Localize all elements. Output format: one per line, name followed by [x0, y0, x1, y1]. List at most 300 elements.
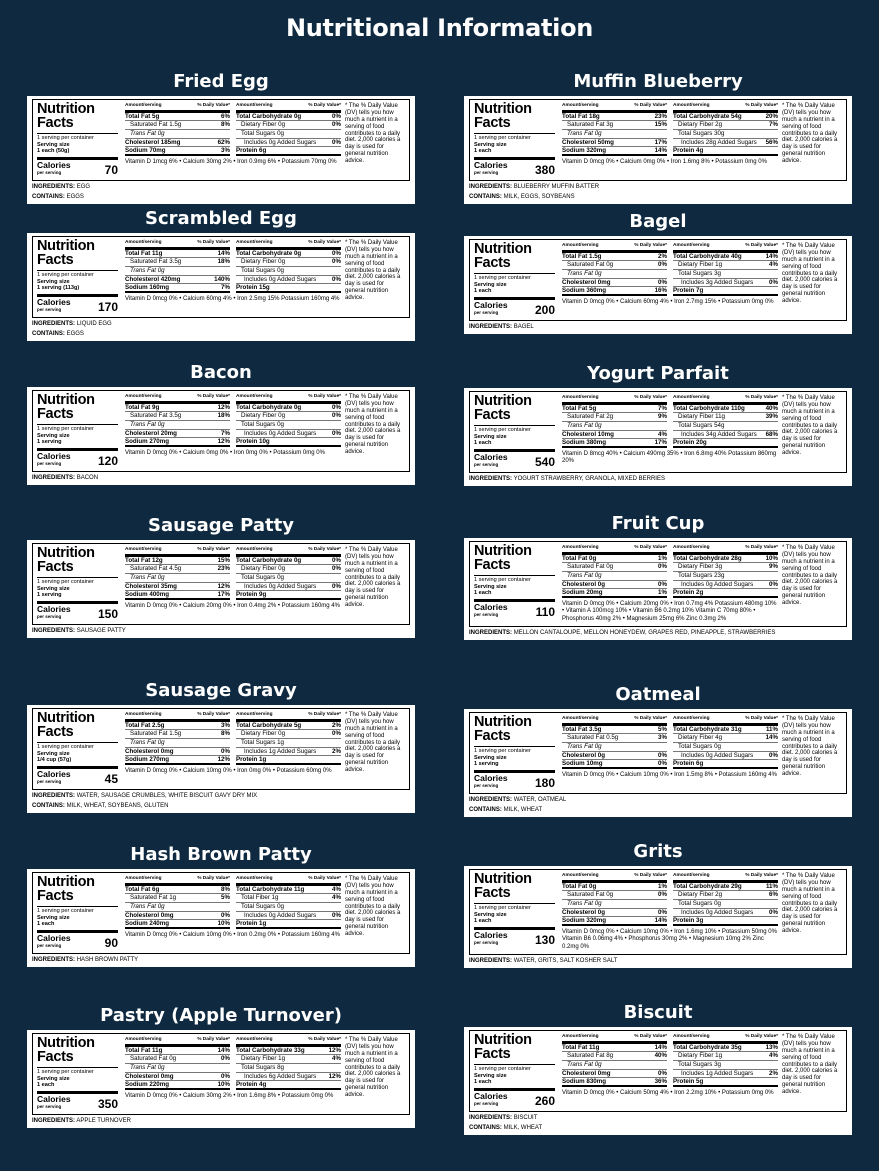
dv-header: % Daily Value*	[197, 876, 230, 881]
dv-header: % Daily Value*	[308, 1037, 341, 1042]
dv-header: % Daily Value*	[745, 243, 778, 248]
nutrient-dv: 2%	[658, 252, 667, 260]
nutrient-table	[558, 873, 778, 951]
label-box	[469, 541, 847, 627]
nutrient-dv: 0%	[332, 249, 341, 257]
amount-header: Amount/serving	[236, 876, 273, 881]
calories-row	[37, 157, 118, 177]
nutrient-dv: 12%	[217, 403, 230, 411]
nutrient-dv: 12%	[217, 756, 230, 764]
nutrient-dv: 16%	[654, 287, 667, 295]
nutrient-name: Saturated Fat 0g	[567, 563, 614, 571]
ingredients-label: INGREDIENTS:	[32, 1118, 76, 1125]
item-title: Fruit Cup	[611, 513, 705, 534]
nutrient-name: Trans Fat 0g	[567, 421, 602, 429]
nutrient-row	[125, 267, 230, 276]
column-header	[673, 873, 778, 883]
nutrient-name: Dietary Fiber 4g	[678, 734, 723, 742]
label-box	[469, 869, 847, 955]
calories-word: Calories	[474, 602, 508, 613]
servings-per-container: 1 serving per container	[474, 427, 531, 433]
dv-header: % Daily Value*	[308, 547, 341, 552]
facts-word: Facts	[474, 1045, 511, 1062]
nutrient-row	[236, 912, 341, 921]
serving-info	[37, 424, 118, 446]
nutrient-name: Total Carbohydrate 11g	[236, 885, 305, 893]
ingredients-value: YOGURT STRAWBERRY, GRANOLA, MIXED BERRIES	[513, 476, 665, 483]
nutrient-dv: 0%	[332, 112, 341, 120]
calories-label	[474, 603, 508, 619]
nutrient-name: Trans Fat 0g	[567, 571, 602, 579]
allergens	[32, 194, 410, 201]
dv-header: % Daily Value*	[745, 395, 778, 400]
allergens	[469, 1125, 847, 1132]
nutrient-row	[125, 412, 230, 421]
per-serving: per serving	[37, 943, 62, 949]
nutrient-row	[562, 1061, 667, 1070]
amount-header: Amount/serving	[562, 1034, 599, 1039]
allergens	[469, 807, 847, 814]
serving-size-label: Serving size	[37, 585, 70, 592]
nutrient-row	[125, 748, 230, 757]
nutrition-label	[464, 538, 852, 640]
calories-row	[37, 294, 118, 314]
nutrient-row	[236, 748, 341, 757]
nutrient-dv: 10%	[765, 554, 778, 562]
nutrient-column-left	[562, 873, 667, 926]
nutrient-dv: 2%	[332, 747, 341, 755]
nutrient-name: Saturated Fat 2g	[567, 413, 614, 421]
nutrient-name: Saturated Fat 0.5g	[567, 734, 619, 742]
amount-header: Amount/serving	[125, 547, 162, 552]
nutrient-name: Protein 7g	[673, 287, 704, 295]
nutrient-name: Saturated Fat 4.5g	[130, 565, 182, 573]
nutrient-dv: 2%	[332, 721, 341, 729]
dv-header: % Daily Value*	[197, 240, 230, 245]
nutrient-row	[125, 438, 230, 447]
nutrient-row	[673, 883, 778, 892]
calories-word: Calories	[474, 1091, 508, 1102]
nutrient-name: Total Fat 12g	[125, 556, 163, 564]
nutrient-dv: 12%	[328, 1046, 341, 1054]
serving-info	[37, 906, 118, 928]
nutrient-column-left	[562, 545, 667, 598]
vitamins-minerals: Vitamin D 0mcg 0% • Calcium 0mg 0% • Iron 1.6mg 8% • Potassium 0mg 0%	[562, 158, 767, 165]
serving-info	[37, 577, 118, 599]
nutrient-name: Sodium 360mg	[562, 287, 607, 295]
per-serving: per serving	[474, 940, 499, 946]
amount-header: Amount/serving	[125, 394, 162, 399]
amount-header: Amount/serving	[562, 716, 599, 721]
nutrient-name: Cholesterol 35mg	[125, 582, 177, 590]
nutrient-column-right	[236, 547, 341, 600]
calories-value: 130	[534, 932, 555, 947]
nutrient-row	[236, 430, 341, 439]
nutrition-item	[27, 70, 415, 204]
item-title: Grits	[633, 841, 683, 862]
nutrient-column-right	[236, 240, 341, 293]
amount-header: Amount/serving	[562, 103, 599, 108]
nutrient-row	[125, 557, 230, 566]
nutrient-name: Saturated Fat 0g	[130, 1055, 177, 1063]
nutrient-row	[125, 139, 230, 148]
nutrition-word: Nutrition	[474, 393, 532, 409]
nutrient-name: Total Carbohydrate 28g	[673, 554, 742, 562]
nutrient-row	[673, 589, 778, 598]
nutrient-name: Protein 15g	[236, 284, 270, 292]
nutrient-row	[562, 287, 667, 296]
calories-word: Calories	[37, 933, 71, 944]
contains-value: MILK, EGGS, SOYBEANS	[503, 194, 575, 201]
nutrient-row	[562, 1070, 667, 1079]
nutrient-name: Includes 0g Added Sugars	[244, 911, 317, 919]
vitamins-minerals: Vitamin D 0mcg 0% • Calcium 10mg 0% • Iron 0mg 0% • Potassium 60mg 0%	[125, 767, 332, 774]
per-serving: per serving	[474, 310, 499, 316]
nutrient-name: Trans Fat 0g	[130, 902, 165, 910]
label-box	[469, 391, 847, 473]
nutrient-dv: 0%	[221, 911, 230, 919]
column-header	[125, 1037, 230, 1047]
nutrient-column-left	[562, 103, 667, 156]
servings-per-container: 1 serving per container	[474, 748, 531, 754]
nutrition-facts-title	[37, 1037, 118, 1064]
contains-label: CONTAINS:	[469, 194, 502, 201]
nutrient-row	[125, 722, 230, 731]
nutrient-name: Includes 6g Added Sugars	[244, 1072, 317, 1080]
amount-header: Amount/serving	[125, 876, 162, 881]
column-header	[673, 1034, 778, 1044]
nutrient-row	[673, 253, 778, 262]
calories-value: 110	[535, 604, 555, 619]
column-header	[562, 873, 667, 883]
amount-header: Amount/serving	[673, 716, 710, 721]
nutrition-label	[27, 540, 415, 638]
nutrient-dv: 3%	[658, 734, 667, 742]
nutrient-name: Protein 6g	[673, 760, 704, 768]
nutrient-name: Dietary Fiber 2g	[678, 121, 723, 129]
vitamins-minerals: Vitamin D 0mcg 0% • Calcium 10mg 0% • Iron 1.6mg 10% • Potassium 50mg 0% Vitamin B6 0.06mg 4% • Phosphorus 30mg 2% • Magnesium 10mg 2% Zinc 0.2mg 0%	[562, 928, 777, 950]
nutrient-dv: 14%	[765, 252, 778, 260]
nutrient-dv: 0%	[332, 138, 341, 146]
nutrient-name: Dietary Fiber 0g	[241, 565, 286, 573]
servings-per-container: 1 serving per container	[37, 426, 94, 432]
nutrient-row	[562, 279, 667, 288]
nutrient-row	[673, 261, 778, 270]
column-header	[236, 240, 341, 250]
nutrient-name: Saturated Fat 1.5g	[130, 730, 182, 738]
serving-size-value: 1 each (50g)	[37, 148, 70, 155]
nutrient-name: Cholesterol 50mg	[562, 138, 614, 146]
nutrient-name: Trans Fat 0g	[130, 573, 165, 581]
dv-header: % Daily Value*	[197, 547, 230, 552]
contains-value: MILK, WHEAT	[503, 1125, 543, 1132]
nutrient-row	[673, 1078, 778, 1087]
nutrition-item	[27, 361, 415, 485]
nutrition-item	[27, 207, 415, 341]
dv-header: % Daily Value*	[308, 712, 341, 717]
nutrient-row	[673, 139, 778, 148]
nutrient-dv: 0%	[332, 565, 341, 573]
nutrient-dv: 4%	[332, 1055, 341, 1063]
serving-size-label: Serving size	[37, 914, 70, 921]
calories-label	[37, 770, 71, 786]
ingredients-label: INGREDIENTS:	[469, 476, 513, 483]
nutrient-dv: 17%	[654, 138, 667, 146]
dv-header: % Daily Value*	[308, 103, 341, 108]
nutrient-name: Total Fat 11g	[125, 249, 163, 257]
nutrient-dv: 14%	[654, 1043, 667, 1051]
nutrient-table	[558, 1034, 778, 1108]
nutrient-name: Includes 0g Added Sugars	[681, 908, 754, 916]
calories-label	[474, 453, 508, 469]
nutrient-column-right	[673, 1034, 778, 1087]
ingredients-value: BLUEBERRY MUFFIN BATTER	[513, 184, 600, 191]
servings-per-container: 1 serving per container	[474, 275, 531, 281]
nutrient-table	[558, 103, 778, 177]
serving-info	[37, 270, 118, 292]
label-heading	[474, 873, 558, 951]
serving-info	[37, 1067, 118, 1089]
nutrient-row	[125, 886, 230, 895]
nutrition-label	[464, 709, 852, 817]
nutrient-column-right	[236, 1037, 341, 1090]
nutrient-row	[236, 574, 341, 583]
nutrient-name: Cholesterol 0mg	[125, 1072, 174, 1080]
nutrient-row	[562, 121, 667, 130]
serving-size-value: 1 serving (113g)	[37, 285, 80, 292]
nutrient-dv: 0%	[658, 261, 667, 269]
nutrient-name: Protein 20g	[673, 439, 707, 447]
nutrient-dv: 12%	[217, 582, 230, 590]
nutrient-column-right	[673, 873, 778, 926]
nutrient-dv: 0%	[332, 582, 341, 590]
nutrient-name: Total Carbohydrate 0g	[236, 249, 302, 257]
nutrient-name: Sodium 320mg	[562, 917, 607, 925]
nutrient-dv: 17%	[217, 591, 230, 599]
serving-size-label: Serving size	[474, 281, 507, 288]
facts-word: Facts	[37, 558, 74, 575]
nutrient-row	[673, 147, 778, 156]
nutrient-dv: 7%	[221, 284, 230, 292]
item-title: Scrambled Egg	[145, 208, 297, 229]
nutrient-name: Trans Fat 0g	[130, 420, 165, 428]
nutrient-column-left	[125, 394, 230, 447]
item-title: Fried Egg	[173, 71, 269, 92]
nutrient-dv: 0%	[658, 1069, 667, 1077]
label-box	[32, 708, 410, 790]
nutrient-row	[562, 1052, 667, 1061]
nutrient-name: Includes 34g Added Sugars	[681, 430, 757, 438]
nutrient-dv: 11%	[765, 882, 778, 890]
per-serving: per serving	[37, 307, 62, 313]
label-heading	[37, 240, 121, 314]
nutrient-name: Cholesterol 10mg	[562, 430, 614, 438]
nutrition-facts-title	[37, 394, 118, 421]
nutrient-dv: 7%	[658, 404, 667, 412]
nutrient-dv: 4%	[332, 894, 341, 902]
serving-info	[474, 273, 555, 295]
nutrient-columns	[125, 240, 341, 293]
nutrient-name: Trans Fat 0g	[567, 269, 602, 277]
nutrient-table	[121, 876, 341, 950]
calories-word: Calories	[37, 769, 71, 780]
calories-label	[474, 1092, 508, 1108]
nutrient-name: Total Carbohydrate 110g	[673, 404, 745, 412]
nutrient-row	[673, 563, 778, 572]
nutrient-row	[236, 886, 341, 895]
nutrition-word: Nutrition	[37, 710, 95, 726]
dv-footnote: * The % Daily Value (DV) tells you how much a nutrient in a serving of food contributes to a daily diet. 2,000 calories a day is used for general nutrition advice.	[345, 876, 401, 938]
nutrient-name: Cholesterol 0g	[562, 908, 605, 916]
per-serving: per serving	[474, 1101, 499, 1107]
nutrient-name: Dietary Fiber 11g	[678, 413, 725, 421]
nutrient-table	[121, 394, 341, 468]
nutrient-row	[562, 422, 667, 431]
nutrient-name: Sodium 10mg	[562, 760, 603, 768]
nutrition-word: Nutrition	[37, 392, 95, 408]
calories-row	[37, 1091, 118, 1111]
nutrient-row	[562, 431, 667, 440]
ingredients-label: INGREDIENTS:	[32, 184, 76, 191]
dv-header: % Daily Value*	[634, 716, 667, 721]
nutrient-name: Total Sugars 1g	[241, 738, 284, 746]
nutrient-name: Cholesterol 0mg	[562, 1069, 611, 1077]
nutrition-label	[464, 236, 852, 334]
nutrient-name: Total Fat 18g	[562, 112, 600, 120]
nutrient-row	[562, 891, 667, 900]
nutrient-row	[125, 276, 230, 285]
calories-row	[37, 930, 118, 950]
calories-row	[474, 927, 555, 947]
column-header	[562, 716, 667, 726]
dv-footnote: * The % Daily Value (DV) tells you how much a nutrient in a serving of food contributes to a daily diet. 2,000 calories a day is used for general nutrition advice.	[345, 1037, 401, 1099]
nutrient-dv: 5%	[658, 725, 667, 733]
calories-row	[474, 297, 555, 317]
nutrient-name: Protein 3g	[673, 917, 704, 925]
nutrient-dv: 17%	[654, 439, 667, 447]
nutrient-dv: 4%	[658, 430, 667, 438]
serving-info	[474, 903, 555, 925]
nutrient-dv: 10%	[217, 1081, 230, 1089]
nutrient-name: Includes 0g Added Sugars	[244, 138, 317, 146]
nutrition-word: Nutrition	[474, 871, 532, 887]
servings-per-container: 1 serving per container	[474, 905, 531, 911]
vitamins-minerals: Vitamin D 0mcg 0% • Calcium 20mg 0% • Iron 0.4mg 2% • Potassium 160mg 4%	[125, 602, 340, 609]
nutrient-column-left	[125, 240, 230, 293]
nutrient-name: Saturated Fat 0g	[567, 261, 614, 269]
nutrient-dv: 0%	[221, 747, 230, 755]
contains-value: EGGS	[66, 194, 84, 201]
calories-word: Calories	[37, 1094, 71, 1105]
serving-size-value: 1 each	[474, 918, 492, 925]
nutrient-name: Total Carbohydrate 0g	[236, 403, 302, 411]
amount-header: Amount/serving	[562, 395, 599, 400]
ingredients-label: INGREDIENTS:	[469, 958, 513, 965]
amount-header: Amount/serving	[562, 873, 599, 878]
nutrition-item	[464, 1001, 852, 1135]
nutrient-row	[562, 1044, 667, 1053]
label-heading	[474, 545, 558, 623]
nutrient-row	[236, 730, 341, 739]
nutrient-dv: 1%	[658, 589, 667, 597]
nutrient-dv: 36%	[654, 1078, 667, 1086]
calories-label	[37, 161, 71, 177]
nutrient-name: Cholesterol 20mg	[125, 429, 177, 437]
nutrition-item	[464, 70, 852, 204]
nutrient-row	[562, 130, 667, 139]
nutrient-name: Total Fat 9g	[125, 403, 160, 411]
nutrient-dv: 1%	[658, 554, 667, 562]
facts-word: Facts	[37, 723, 74, 740]
label-heading	[37, 547, 121, 621]
dv-header: % Daily Value*	[634, 1034, 667, 1039]
nutrient-name: Total Sugars 3g	[678, 1060, 721, 1068]
nutrient-columns	[125, 547, 341, 600]
nutrient-columns	[562, 873, 778, 926]
ingredients	[32, 957, 410, 964]
nutrient-dv: 23%	[654, 112, 667, 120]
dv-header: % Daily Value*	[197, 103, 230, 108]
nutrient-row	[562, 734, 667, 743]
nutrient-row	[673, 726, 778, 735]
label-heading	[474, 243, 558, 317]
nutrient-name: Sodium 70mg	[125, 147, 166, 155]
nutrient-row	[562, 752, 667, 761]
label-heading	[37, 394, 121, 468]
nutrient-row	[562, 563, 667, 572]
nutrient-row	[125, 121, 230, 130]
nutrient-dv: 3%	[221, 721, 230, 729]
contains-label: CONTAINS:	[32, 803, 65, 810]
nutrient-dv: 4%	[769, 261, 778, 269]
amount-header: Amount/serving	[236, 1037, 273, 1042]
serving-size-value: 1 serving	[37, 592, 62, 599]
nutrition-facts-title	[37, 547, 118, 574]
serving-size-value: 1 serving	[37, 439, 62, 446]
calories-value: 150	[97, 606, 118, 621]
ingredients	[32, 628, 410, 635]
nutrient-dv: 12%	[328, 1072, 341, 1080]
dv-header: % Daily Value*	[308, 876, 341, 881]
column-header	[562, 243, 667, 253]
nutrition-word: Nutrition	[37, 1035, 95, 1051]
serving-size-value: 1/4 cup (57g)	[37, 757, 72, 764]
nutrient-name: Protein 1g	[236, 756, 267, 764]
calories-row	[474, 770, 555, 790]
column-header	[236, 103, 341, 113]
item-title: Sausage Gravy	[145, 680, 297, 701]
nutrient-row	[673, 279, 778, 288]
ingredients	[469, 958, 847, 965]
ingredients	[469, 1115, 847, 1122]
ingredients-label: INGREDIENTS:	[32, 628, 76, 635]
ingredients	[32, 475, 410, 482]
nutrient-dv: 14%	[765, 734, 778, 742]
nutrient-dv: 13%	[765, 1043, 778, 1051]
calories-value: 380	[534, 162, 555, 177]
nutrient-columns	[125, 712, 341, 765]
nutrient-row	[125, 591, 230, 600]
servings-per-container: 1 serving per container	[474, 1066, 531, 1072]
nutrient-name: Sodium 400mg	[125, 591, 170, 599]
nutrient-name: Total Sugars 23g	[678, 571, 725, 579]
nutrient-dv: 14%	[654, 147, 667, 155]
allergens	[469, 194, 847, 201]
nutrient-name: Total Carbohydrate 0g	[236, 112, 302, 120]
nutrition-facts-title	[474, 545, 555, 572]
nutrient-row	[673, 439, 778, 448]
nutrient-name: Total Fat 0g	[562, 882, 597, 890]
